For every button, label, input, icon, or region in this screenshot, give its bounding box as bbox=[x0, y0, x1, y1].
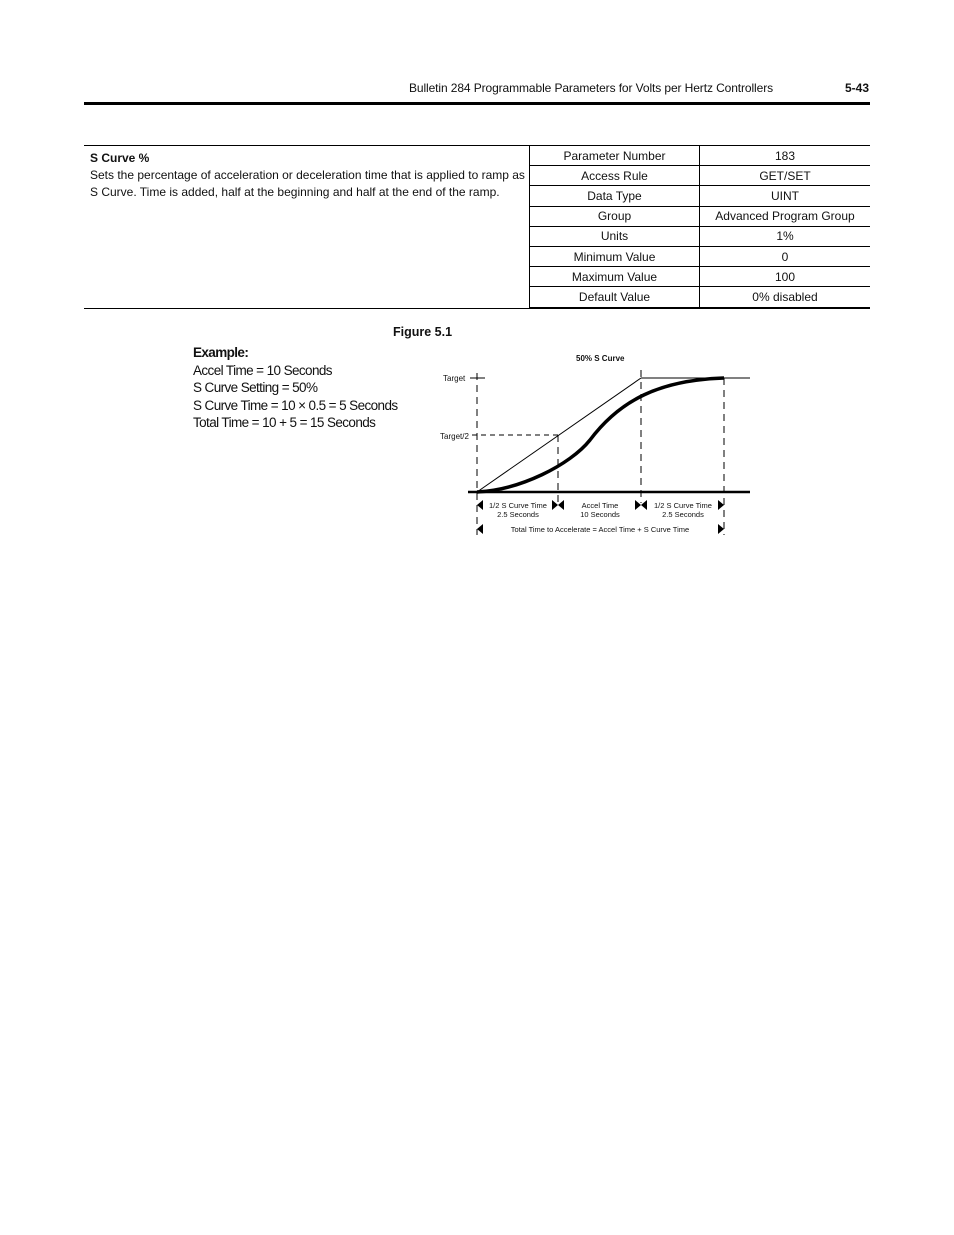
s-curve-diagram bbox=[430, 345, 760, 540]
figure-caption: Figure 5.1 bbox=[393, 325, 453, 339]
property-label: Data Type bbox=[530, 186, 700, 206]
property-label: Default Value bbox=[530, 287, 700, 307]
example-line: Total Time = 10 + 5 = 15 Seconds bbox=[193, 415, 376, 430]
target-half-label: Target/2 bbox=[440, 432, 469, 441]
target-label: Target bbox=[443, 374, 466, 383]
parameter-name: S Curve % bbox=[90, 151, 150, 165]
segment1-label-line2: 2.5 Seconds bbox=[497, 510, 539, 519]
running-header-title: Bulletin 284 Programmable Parameters for Volts per Hertz Controllers bbox=[408, 81, 773, 95]
property-value: 100 bbox=[700, 267, 871, 287]
property-value: GET/SET bbox=[700, 166, 871, 186]
segment3-label-line2: 2.5 Seconds bbox=[662, 510, 704, 519]
property-value: 0 bbox=[700, 246, 871, 266]
example-line: Accel Time = 10 Seconds bbox=[193, 362, 332, 378]
header-rule bbox=[84, 102, 870, 105]
total-time-label: Total Time to Accelerate = Accel Time + S Curve Time bbox=[510, 525, 690, 534]
segment2-label-line2: 10 Seconds bbox=[580, 510, 620, 519]
parameter-description: Sets the percentage of acceleration or deceleration time that is applied to ramp as S Curve. Time is added, half at the beginning and half at the end of the ramp. bbox=[90, 168, 525, 199]
table-row bbox=[530, 166, 871, 186]
segment2-label-line1: Accel Time bbox=[581, 501, 619, 510]
segment3-label-line1: 1/2 S Curve Time bbox=[654, 501, 712, 510]
example-line: S Curve Time = 10 × 0.5 = 5 Seconds bbox=[193, 397, 398, 413]
diagram-title: 50% S Curve bbox=[576, 354, 625, 363]
property-value: 183 bbox=[700, 146, 871, 166]
parameter-properties-table bbox=[529, 146, 870, 308]
table-row bbox=[530, 206, 871, 226]
table-row bbox=[530, 146, 871, 166]
property-value: 0% disabled bbox=[700, 287, 871, 307]
property-label: Parameter Number bbox=[530, 146, 700, 166]
example-heading: Example: bbox=[193, 345, 249, 360]
example-text-block bbox=[193, 344, 398, 432]
table-row bbox=[530, 267, 871, 287]
parameter-block bbox=[84, 145, 870, 309]
table-row bbox=[530, 186, 871, 206]
property-value: Advanced Program Group bbox=[700, 206, 871, 226]
example-line: S Curve Setting = 50% bbox=[193, 380, 318, 395]
property-label: Units bbox=[530, 226, 700, 246]
segment1-label-line1: 1/2 S Curve Time bbox=[489, 501, 547, 510]
property-value: 1% bbox=[700, 226, 871, 246]
property-label: Access Rule bbox=[530, 166, 700, 186]
property-value: UINT bbox=[700, 186, 871, 206]
page-number: 5-43 bbox=[844, 81, 869, 95]
property-label: Minimum Value bbox=[530, 246, 700, 266]
property-label: Group bbox=[530, 206, 700, 226]
property-label: Maximum Value bbox=[530, 267, 700, 287]
table-row bbox=[530, 226, 871, 246]
s-curve-line bbox=[477, 378, 724, 492]
parameter-description-block bbox=[90, 150, 526, 201]
table-row bbox=[530, 287, 871, 307]
table-row bbox=[530, 246, 871, 266]
